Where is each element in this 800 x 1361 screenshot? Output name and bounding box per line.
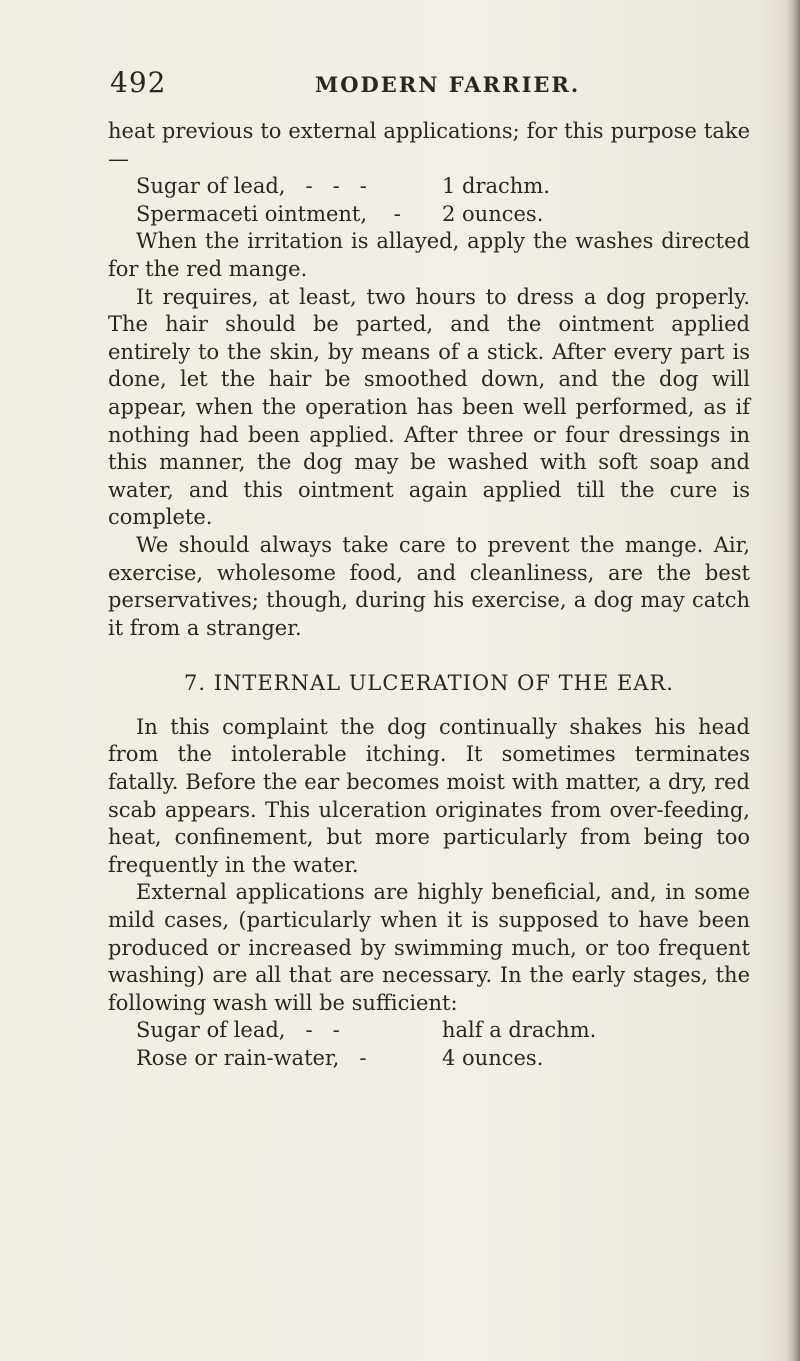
recipe-quantity: half a drachm. — [442, 1018, 597, 1043]
recipe-quantity: 1 drachm. — [442, 174, 550, 199]
running-head — [110, 66, 670, 106]
recipe-line — [108, 1017, 750, 1045]
recipe-ingredient: Rose or rain-water, - — [136, 1046, 367, 1070]
recipe-quantity: 2 ounces. — [442, 201, 544, 226]
recipe-ingredient: Sugar of lead, - - — [136, 1018, 340, 1043]
recipe-ingredient: Sugar of lead, - - - — [136, 174, 367, 199]
paragraph: It requires, at least, two hours to dress a dog properly. The hair should be parted, and the ointment applied entirely to the skin, by means of a stick. After every part is done, let the hair be smoothed down, and the dog will appear, when the operation has been well performed, as if nothing had been applied. After three or four dressings in this manner, the dog may be washed with soft soap and water, and this ointment again applied till the cure is complete. — [108, 284, 750, 530]
recipe-line — [108, 201, 750, 229]
recipe-quantity: 4 ounces. — [442, 1046, 544, 1070]
page-number: 492 — [110, 66, 167, 99]
paragraph: We should always take care to prevent the mange. Air, exercise, wholesome food, and cleanliness, are the best perservatives; though, during his exercise, a dog may catch it from a stranger. — [108, 532, 750, 640]
recipe-line — [108, 1045, 750, 1073]
recipe-ingredient: Spermaceti ointment, - — [136, 201, 401, 226]
running-title: MODERN FARRIER. — [315, 72, 581, 97]
paragraph: External applications are highly beneficial, and, in some mild cases, (particularly when it is supposed to have been produced or increased by swimming much, or too frequent washing) are all that are necessary. In the early stages, the following wash will be sufficient: — [108, 880, 750, 1015]
page-edge-shadow — [786, 0, 800, 1361]
recipe-line — [108, 173, 750, 201]
paragraph: When the irritation is allayed, apply the washes directed for the red mange. — [108, 229, 750, 281]
body-text — [108, 118, 750, 1073]
section-heading: 7. INTERNAL ULCERATION OF THE EAR. — [184, 671, 674, 696]
paragraph: heat previous to external applications; for this purpose take— — [108, 119, 750, 171]
paragraph: In this complaint the dog continually shakes his head from the intolerable itching. It sometimes terminates fatally. Before the ear becomes moist with matter, a dry, red scab appears. This ulceration originates from over-feeding, heat, confinement, but more particularly from being too frequently in the water. — [108, 714, 750, 877]
